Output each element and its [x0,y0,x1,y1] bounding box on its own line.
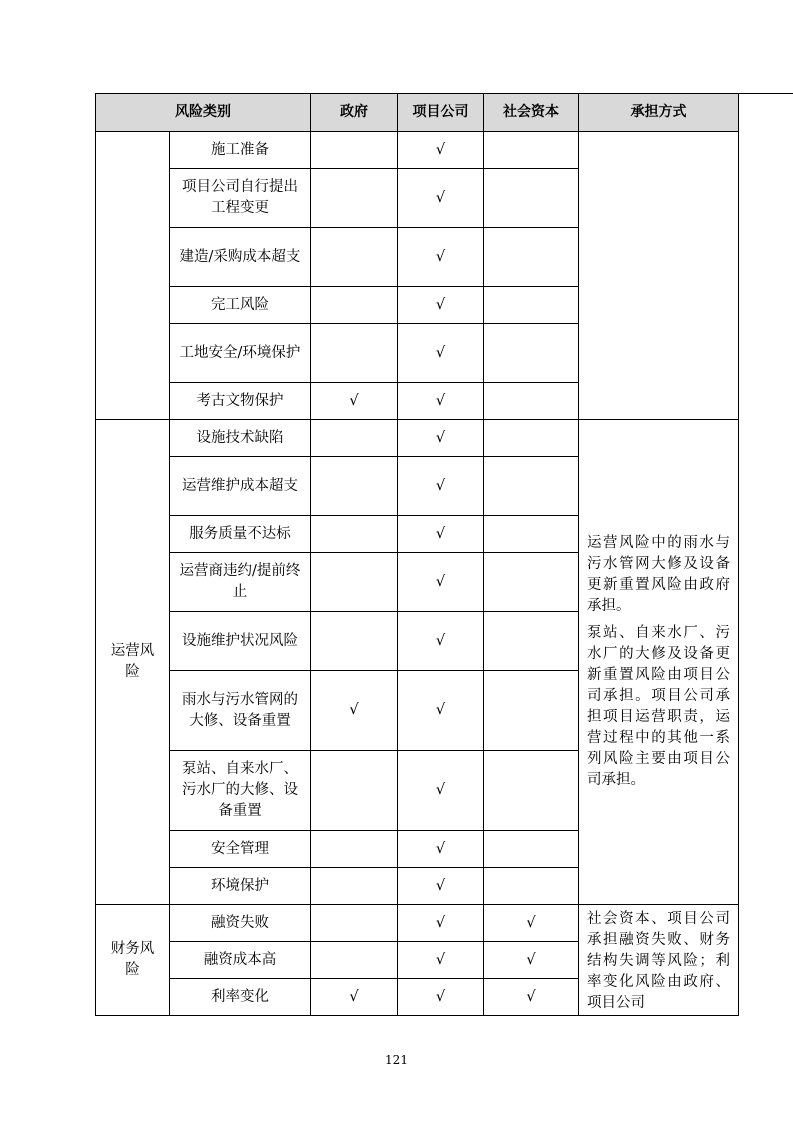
table-row [96,905,739,942]
risk-allocation-table [95,93,739,1016]
government-mark: √ [311,383,398,420]
government-mark [311,132,398,169]
note-paragraph: 社会资本、项目公司承担融资失败、财务结构失调等风险；利率变化风险由政府、项目公司 [587,911,730,1011]
social-capital-mark [484,751,579,831]
social-capital-mark [484,516,579,553]
project-company-mark: √ [398,228,484,287]
government-mark [311,905,398,942]
table-row [96,420,739,457]
risk-item: 泵站、自来水厂、污水厂的大修、设备重置 [170,751,311,831]
social-capital-mark [484,383,579,420]
government-mark [311,831,398,868]
risk-item: 环境保护 [170,868,311,905]
project-company-mark: √ [398,868,484,905]
risk-item: 工地安全/环境保护 [170,324,311,383]
table-row [96,132,739,169]
government-mark [311,324,398,383]
risk-item: 建造/采购成本超支 [170,228,311,287]
risk-item: 融资成本高 [170,942,311,979]
risk-item: 项目公司自行提出工程变更 [170,169,311,228]
risk-item: 利率变化 [170,979,311,1016]
risk-item: 运营商违约/提前终止 [170,553,311,612]
header-risk-category: 风险类别 [96,94,311,132]
social-capital-mark [484,228,579,287]
project-company-mark: √ [398,516,484,553]
table-header-row [96,94,739,132]
risk-item: 服务质量不达标 [170,516,311,553]
project-company-mark: √ [398,457,484,516]
page-number: 121 [385,1053,408,1067]
government-mark [311,942,398,979]
project-company-mark: √ [398,942,484,979]
project-company-mark: √ [398,324,484,383]
social-capital-mark [484,287,579,324]
social-capital-mark [484,671,579,751]
risk-item: 设施技术缺陷 [170,420,311,457]
risk-item: 设施维护状况风险 [170,612,311,671]
header-government: 政府 [311,94,398,132]
government-mark [311,287,398,324]
government-mark [311,751,398,831]
social-capital-mark [484,169,579,228]
social-capital-mark [484,420,579,457]
note-paragraph: 泵站、自来水厂、污水厂的大修及设备更新重置风险由项目公司承担。项目公司承担项目运营职责，运营过程中的其他一系列风险主要由项目公司承担。 [587,625,730,788]
project-company-mark: √ [398,420,484,457]
project-company-mark: √ [398,383,484,420]
social-capital-mark [484,132,579,169]
social-capital-mark: √ [484,979,579,1016]
government-mark [311,457,398,516]
category-cell [96,132,170,420]
project-company-mark: √ [398,671,484,751]
bearing-method-note [579,905,739,1016]
bearing-method-note [579,420,739,905]
header-project-company: 项目公司 [398,94,484,132]
government-mark: √ [311,979,398,1016]
government-mark [311,868,398,905]
header-social-capital: 社会资本 [484,94,579,132]
project-company-mark: √ [398,132,484,169]
social-capital-mark: √ [484,942,579,979]
risk-item: 施工准备 [170,132,311,169]
risk-item: 完工风险 [170,287,311,324]
project-company-mark: √ [398,979,484,1016]
risk-item: 雨水与污水管网的大修、设备重置 [170,671,311,751]
bearing-method-note [579,132,739,420]
header-bearing-method: 承担方式 [579,94,739,132]
category-cell: 运营风险 [96,420,170,905]
social-capital-mark [484,457,579,516]
government-mark [311,516,398,553]
social-capital-mark [484,831,579,868]
project-company-mark: √ [398,287,484,324]
social-capital-mark [484,324,579,383]
project-company-mark: √ [398,612,484,671]
project-company-mark: √ [398,905,484,942]
project-company-mark: √ [398,169,484,228]
risk-item: 安全管理 [170,831,311,868]
category-cell: 财务风险 [96,905,170,1016]
risk-item: 融资失败 [170,905,311,942]
government-mark [311,612,398,671]
government-mark [311,169,398,228]
note-paragraph: 运营风险中的雨水与污水管网大修及设备更新重置风险由政府承担。 [587,535,730,614]
social-capital-mark: √ [484,905,579,942]
project-company-mark: √ [398,553,484,612]
government-mark: √ [311,671,398,751]
government-mark [311,553,398,612]
risk-item: 运营维护成本超支 [170,457,311,516]
project-company-mark: √ [398,831,484,868]
social-capital-mark [484,553,579,612]
government-mark [311,420,398,457]
government-mark [311,228,398,287]
risk-item: 考古文物保护 [170,383,311,420]
project-company-mark: √ [398,751,484,831]
social-capital-mark [484,868,579,905]
social-capital-mark [484,612,579,671]
